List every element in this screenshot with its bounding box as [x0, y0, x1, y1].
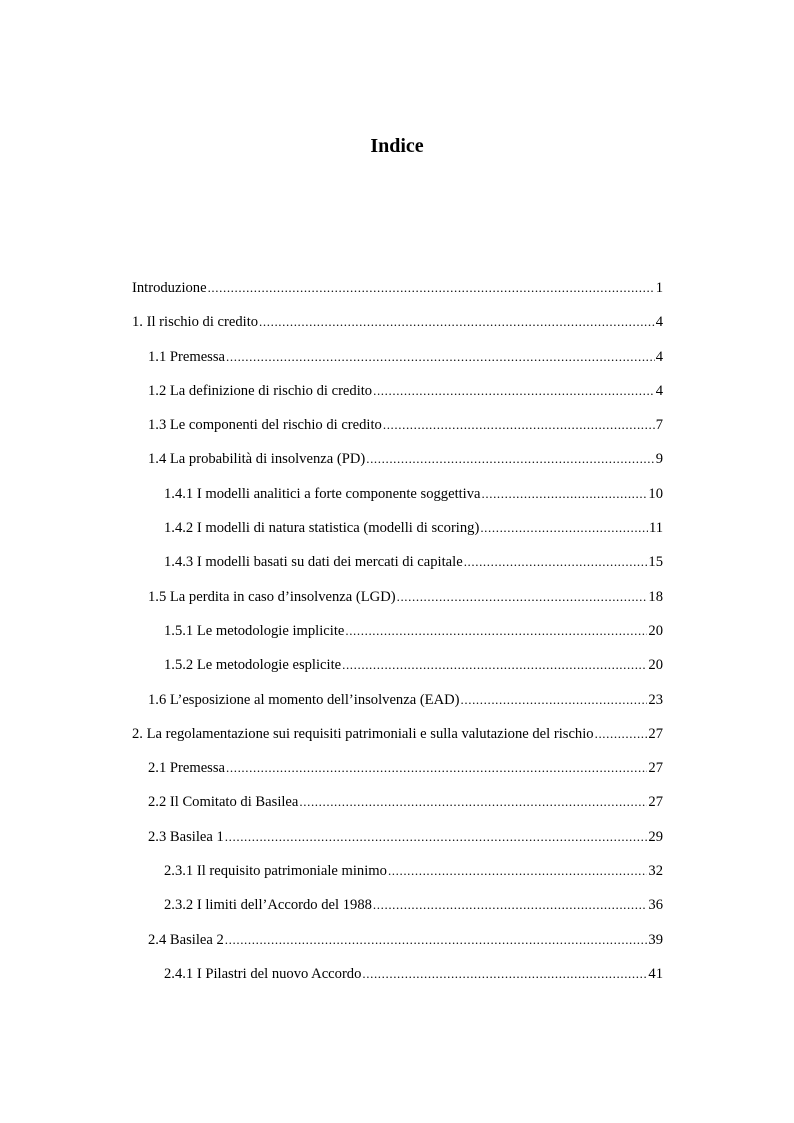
toc-entry-title: 2.2 Il Comitato di Basilea: [148, 794, 299, 811]
toc-dot-leader: [595, 723, 648, 745]
toc-entry-page: 36: [648, 897, 663, 914]
toc-entry[interactable]: [132, 380, 663, 414]
toc-entry-page: 20: [648, 657, 663, 674]
toc-entry-page: 27: [648, 760, 663, 777]
toc-entry-page: 9: [655, 451, 663, 468]
toc-dot-leader: [225, 929, 648, 951]
toc-dot-leader: [461, 689, 648, 711]
toc-entry-title: 1. Il rischio di credito: [132, 314, 259, 331]
toc-entry-page: 20: [648, 622, 663, 639]
toc-dot-leader: [480, 517, 648, 539]
toc-entry-page: 23: [648, 691, 663, 708]
toc-entry-title: 2.4.1 I Pilastri del nuovo Accordo: [164, 965, 362, 982]
table-of-contents: [132, 277, 663, 997]
toc-dot-leader: [373, 894, 647, 916]
toc-entry[interactable]: [132, 448, 663, 482]
toc-entry-page: 27: [648, 725, 663, 742]
toc-entry[interactable]: [132, 414, 663, 448]
toc-dot-leader: [383, 414, 655, 436]
toc-dot-leader: [226, 346, 655, 368]
toc-entry-page: 15: [648, 554, 663, 571]
toc-entry[interactable]: [132, 483, 663, 517]
toc-entry[interactable]: [132, 791, 663, 825]
toc-entry[interactable]: [132, 723, 663, 757]
toc-entry-title: 1.5.1 Le metodologie implicite: [164, 622, 345, 639]
toc-dot-leader: [397, 586, 648, 608]
toc-entry-title: 1.4.2 I modelli di natura statistica (modelli di scoring): [164, 520, 480, 537]
toc-dot-leader: [342, 654, 647, 676]
toc-entry-title: 2.3.2 I limiti dell’Accordo del 1988: [164, 897, 372, 914]
toc-entry[interactable]: [132, 963, 663, 997]
toc-entry-title: 2.4 Basilea 2: [148, 931, 224, 948]
toc-entry-page: 10: [648, 485, 663, 502]
toc-dot-leader: [373, 380, 655, 402]
toc-entry[interactable]: [132, 689, 663, 723]
toc-entry[interactable]: [132, 586, 663, 620]
toc-entry-title: 2.3 Basilea 1: [148, 828, 224, 845]
toc-entry-title: 1.3 Le componenti del rischio di credito: [148, 417, 382, 434]
toc-entry-title: 1.4.1 I modelli analitici a forte componente soggettiva: [164, 485, 481, 502]
toc-entry-title: 1.2 La definizione di rischio di credito: [148, 382, 373, 399]
toc-dot-leader: [226, 757, 647, 779]
toc-entry-page: 4: [655, 382, 663, 399]
toc-entry-title: 1.6 L’esposizione al momento dell’insolvenza (EAD): [148, 691, 460, 708]
toc-dot-leader: [366, 448, 654, 470]
toc-entry-title: 1.5 La perdita in caso d’insolvenza (LGD): [148, 588, 396, 605]
toc-dot-leader: [225, 826, 648, 848]
toc-entry[interactable]: [132, 277, 663, 311]
toc-dot-leader: [345, 620, 647, 642]
toc-entry-page: 4: [655, 348, 663, 365]
toc-dot-leader: [464, 551, 648, 573]
toc-entry-title: 2. La regolamentazione sui requisiti patrimoniali e sulla valutazione del rischio: [132, 725, 594, 742]
toc-dot-leader: [482, 483, 648, 505]
toc-entry-page: 29: [648, 828, 663, 845]
toc-dot-leader: [299, 791, 647, 813]
toc-entry-page: 39: [648, 931, 663, 948]
toc-entry-page: 11: [648, 520, 663, 537]
toc-entry[interactable]: [132, 894, 663, 928]
toc-entry-title: 1.5.2 Le metodologie esplicite: [164, 657, 342, 674]
toc-entry-page: 4: [655, 314, 663, 331]
toc-entry-page: 32: [648, 863, 663, 880]
toc-entry[interactable]: [132, 654, 663, 688]
toc-entry-title: 1.4.3 I modelli basati su dati dei mercati di capitale: [164, 554, 463, 571]
toc-entry[interactable]: [132, 346, 663, 380]
toc-entry-title: 2.1 Premessa: [148, 760, 226, 777]
toc-entry-page: 7: [655, 417, 663, 434]
toc-entry-page: 41: [648, 965, 663, 982]
toc-entry-page: 27: [648, 794, 663, 811]
toc-entry[interactable]: [132, 551, 663, 585]
toc-entry[interactable]: [132, 929, 663, 963]
toc-entry[interactable]: [132, 517, 663, 551]
toc-entry[interactable]: [132, 757, 663, 791]
toc-entry[interactable]: [132, 860, 663, 894]
toc-entry-title: 1.1 Premessa: [148, 348, 226, 365]
toc-dot-leader: [259, 311, 655, 333]
page-title: Indice: [370, 135, 424, 157]
toc-entry[interactable]: [132, 311, 663, 345]
toc-entry-title: 1.4 La probabilità di insolvenza (PD): [148, 451, 366, 468]
toc-entry-page: 18: [648, 588, 663, 605]
toc-dot-leader: [208, 277, 655, 299]
toc-entry[interactable]: [132, 620, 663, 654]
toc-dot-leader: [362, 963, 647, 985]
toc-entry-page: 1: [655, 280, 663, 296]
toc-dot-leader: [388, 860, 647, 882]
toc-entry-title: Introduzione: [132, 280, 207, 296]
toc-entry[interactable]: [132, 826, 663, 860]
toc-entry-title: 2.3.1 Il requisito patrimoniale minimo: [164, 863, 387, 880]
